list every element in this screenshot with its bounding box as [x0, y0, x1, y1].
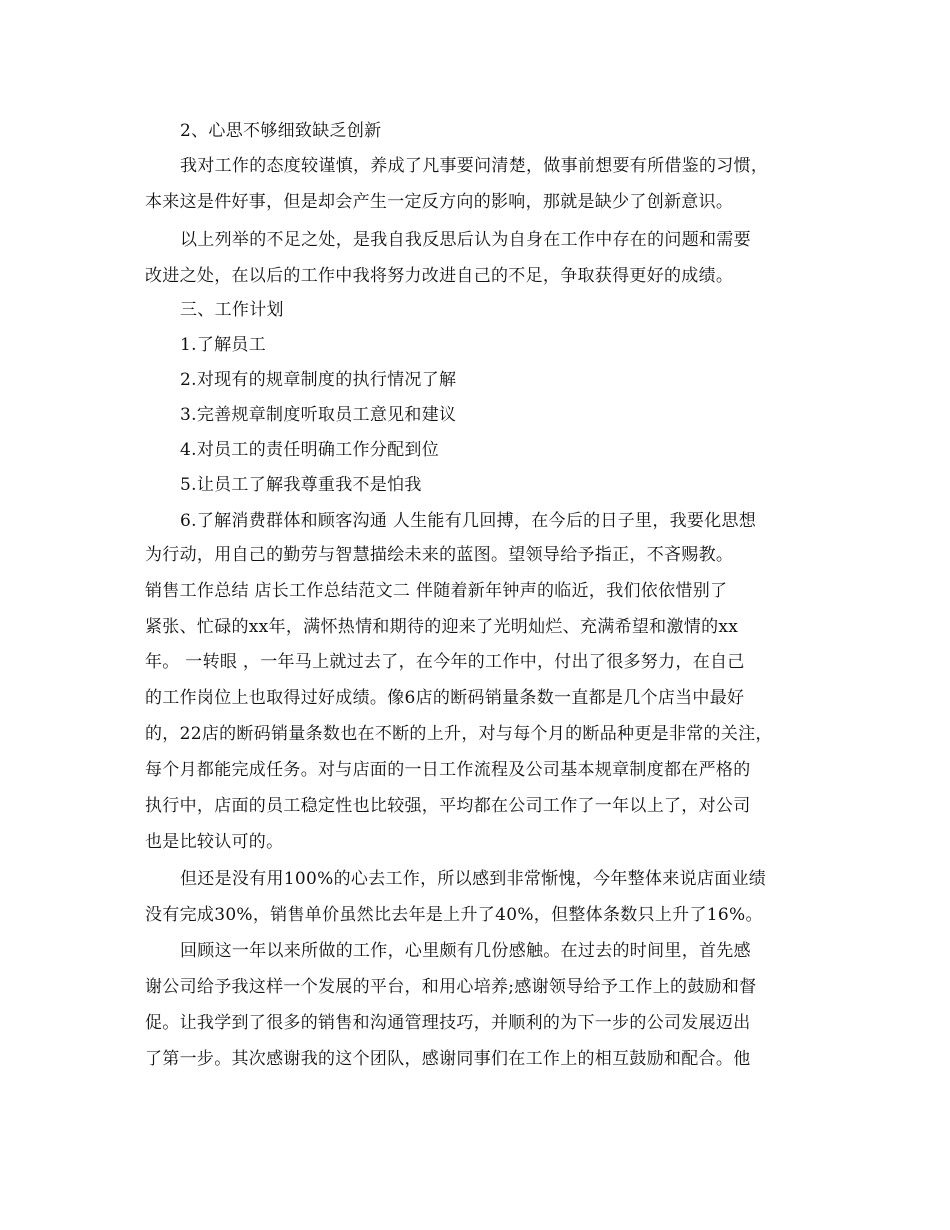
text-line: 了第一步。其次感谢我的这个团队，感谢同事们在工作上的相互鼓励和配合。他: [145, 1049, 751, 1069]
text-line: 销售工作总结 店长工作总结范文二 伴随着新年钟声的临近，我们依依惜别了: [145, 581, 728, 601]
text-line: 紧张、忙碌的xx年，满怀热情和期待的迎来了光明灿烂、充满希望和激情的xx: [145, 617, 739, 637]
list-item: 1.了解员工: [180, 335, 267, 355]
text-line: 回顾这一年以来所做的工作，心里颇有几份感触。在过去的时间里，首先感: [180, 941, 751, 961]
list-item: 2.对现有的规章制度的执行情况了解: [180, 370, 457, 390]
text-line: 但还是没有用100%的心去工作，所以感到非常惭愧，今年整体来说店面业绩: [180, 869, 767, 889]
text-line: 改进之处，在以后的工作中我将努力改进自己的不足，争取获得更好的成绩。: [145, 266, 734, 286]
list-item: 4.对员工的责任明确工作分配到位: [180, 440, 440, 460]
text-line: 谢公司给予我这样一个发展的平台，和用心培养;感谢领导给予工作上的鼓励和督: [145, 977, 757, 997]
text-line: 以上列举的不足之处，是我自我反思后认为自身在工作中存在的问题和需要: [180, 230, 751, 250]
text-line: 年。 一转眼 ，一年马上就过去了，在今年的工作中，付出了很多努力，在自己: [145, 652, 745, 672]
text-line: 为行动，用自己的勤劳与智慧描绘未来的蓝图。望领导给予指正，不吝赐教。: [145, 545, 734, 565]
text-line: 我对工作的态度较谨慎，养成了凡事要问清楚，做事前想要有所借鉴的习惯，: [180, 156, 769, 176]
text-line: 每个月都能完成任务。对与店面的一日工作流程及公司基本规章制度都在严格的: [145, 760, 751, 780]
list-item: 6.了解消费群体和顾客沟通 人生能有几回搏，在今后的日子里，我要化思想: [180, 511, 757, 531]
list-item: 3.完善规章制度听取员工意见和建议: [180, 405, 457, 425]
list-item: 5.让员工了解我尊重我不是怕我: [180, 475, 422, 495]
text-line: 促。让我学到了很多的销售和沟通管理技巧，并顺利的为下一步的公司发展迈出: [145, 1013, 751, 1033]
text-line: 执行中，店面的员工稳定性也比较强，平均都在公司工作了一年以上了，对公司: [145, 796, 751, 816]
text-line: 2、心思不够细致缺乏创新: [180, 121, 382, 141]
text-line: 也是比较认可的。: [145, 832, 284, 852]
text-line: 没有完成30%，销售单价虽然比去年是上升了40%，但整体条数只上升了16%。: [145, 905, 763, 925]
text-line: 的工作岗位上也取得过好成绩。像6店的断码销量条数一直都是几个店当中最好: [145, 688, 745, 708]
text-line: 的，22店的断码销量条数也在不断的上升，对与每个月的断品种更是非常的关注，: [145, 724, 773, 744]
text-line: 本来这是件好事，但是却会产生一定反方向的影响，那就是缺少了创新意识。: [145, 192, 734, 212]
section-heading: 三、工作计划: [180, 300, 284, 320]
